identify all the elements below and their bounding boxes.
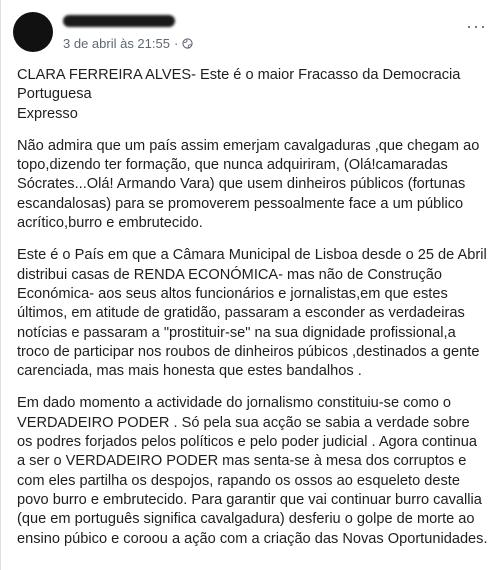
author-name-redacted[interactable] — [63, 13, 175, 29]
post-timestamp[interactable]: 3 de abril às 21:55 — [63, 36, 170, 51]
post-paragraph: Não admira que um país assim emerjam cavalgaduras ,que chegam ao topo,dizendo ter formação, que nunca adquiriram, (Olá!camaradas Sócrates...Olá! Armando Vara) que usem dinheiros públicos (fortunas escandalosas) para se promoverem pessoalmente face a um público acrítico,burro e embrutecido. — [17, 137, 480, 232]
post-header — [13, 12, 489, 58]
more-dots-icon[interactable]: ··· — [466, 16, 487, 36]
post-paragraph: Este é o País em que a Câmara Municipal de Lisboa desde o 25 de Abril distribui casas de RENDA ECONÓMICA- mas não de Construção Económica- aos seus altos funcionários e jornalistas,em que estes últimos, em atitude de gratidão, passaram a esconder as verdadeiras notícias e passaram a "prostituir-se" na sua dignidade profissional,a troco de participar nos roubos de dinheiros púbicos ,destinados a gente carenciada, mas mais honesta que estes bandalhos . — [17, 247, 487, 380]
post-body — [17, 66, 489, 562]
post-meta — [63, 36, 193, 51]
meta-separator: · — [173, 36, 179, 51]
avatar[interactable] — [13, 12, 53, 52]
globe-icon[interactable] — [182, 38, 193, 49]
post-paragraph: Em dado momento a actividade do jornalismo constituiu-se como o VERDADEIRO PODER . Só pela sua acção se sabia a verdade sobre os podres forjados pelos políticos e pelo poder judicial . Agora continua a ser o VERDADEIRO PODER mas senta-se à mesa dos corruptos e com eles partilha os despojos, rapando os ossos ao esqueleto deste povo burro e embrutecido. Para garantir que vai continuar burro cavallia (que em português significa cavalgadura) desferiu o golpe de morte ao ensino púbico e coroou a ação com a criação das Novas Oportunidades. — [17, 395, 488, 547]
post-paragraph: CLARA FERREIRA ALVES- Este é o maior Fracasso da Democracia Portuguesa Expresso — [17, 67, 461, 122]
redaction-scribble — [63, 15, 175, 27]
